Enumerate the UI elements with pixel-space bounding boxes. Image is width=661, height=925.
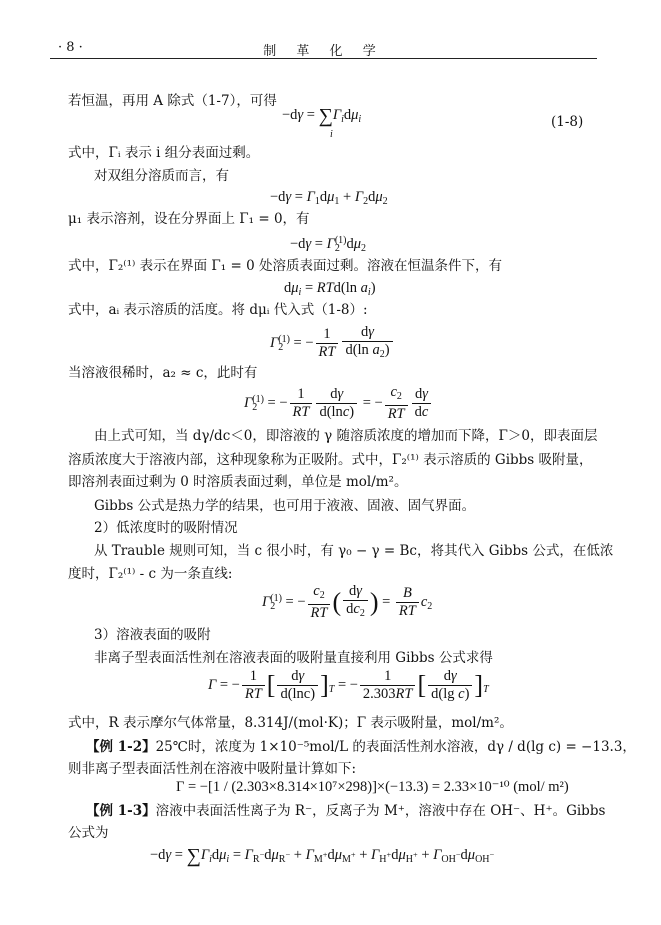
sum-index: i [330,129,333,140]
text-line: 当溶液很稀时，a₂ ≈ c，此时有 [68,365,258,381]
equation-gibbs-activity: $\Gamma_2^{(1)}$ = − $\frac{1}{RT}$ $\frac{d\gamma}{d(\ln a_2)}$ [270,324,395,363]
text-line: μ₁ 表示溶剂，设在分界面上 Γ₁ = 0，有 [68,211,310,227]
text-line: 式中，aᵢ 表示溶质的活度。将 dμᵢ 代入式（1-8）: [68,302,368,318]
example-1-3 [86,802,605,820]
example-label: 【例 1-3】 [86,803,156,819]
text-line: 式中，Γᵢ 表示 i 组分表面过剩。 [68,145,260,161]
paragraph-line: 即溶剂表面过剩为 0 时溶质表面过剩，单位是 mol/m²。 [68,474,408,490]
page-number: · 8 · [58,40,83,55]
example-1-2 [86,738,636,756]
section-heading: 3）溶液表面的吸附 [94,627,211,643]
paragraph-line: 从 Trauble 规则可知，当 c 很小时，有 γ₀ − γ = Bc，将其代入 Gibbs 公式，在低浓 [94,543,614,559]
paragraph-line: 非离子型表面活性剂在溶液表面的吸附量直接利用 Gibbs 公式求得 [94,650,493,666]
equation-gibbs-dilute: $\Gamma_2^{(1)}$ = − $\frac{1}{RT}$ $\frac{d\gamma}{d(\ln c)}$ = − $\frac{c_2}{RT}$ $\frac{d\gamma}{dc}$ [244,384,433,423]
equation-solute: $-d\gamma = \Gamma_2^{(1)}d\mu_2$ [290,235,367,254]
paragraph-line: 公式为 [68,825,109,841]
paragraph-line: 式中，R 表示摩尔气体常量，8.314J/(mol·K)；Γ 表示吸附量，mol/m²。 [68,715,513,731]
equation-chemical-potential: $d\mu_i = RTd(\ln$ $a_i$) [284,280,376,298]
equation-label: (1-8) [551,114,584,130]
equation-ionic-gibbs: $-d\gamma = \sum\Gamma_id\mu_i = \Gamma_{R^-}d\mu_{R^-} + \Gamma_{M^+}d\mu_{M^+} + \Gamma_{H^+}d\mu_{H^+} + \Gamma_{OH^-}d\mu_{OH^-}$ [150,845,495,867]
equation-two-component: $-d\gamma = \Gamma_1d\mu_1 + \Gamma_2d\mu_2$ [270,189,388,207]
paragraph-line: 则非离子型表面活性剂在溶液中吸附量计算如下: [68,761,357,777]
example-text: 25℃时，浓度为 1×10⁻⁵mol/L 的表面活性剂水溶液，dγ / d(lg c) = −13.3， [155,739,636,755]
paragraph-line: Gibbs 公式是热力学的结果，也可用于液液、固液、固气界面。 [94,498,476,514]
text-line: 式中，Γ₂⁽¹⁾ 表示在界面 Γ₁ = 0 处溶质表面过剩。溶液在恒温条件下，有 [68,258,502,274]
example-label: 【例 1-2】 [86,739,156,755]
running-title: 制 革 化 学 [263,44,384,59]
equation-low-concentration: $\Gamma_2^{(1)}$ = − $\frac{c_2}{RT}$ ( $\frac{d\gamma}{dc_2}$ ) = $\frac{B}{RT}$ $c_2$ [262,583,433,621]
example-text: 溶液中表面活性离子为 R⁻，反离子为 M⁺，溶液中存在 OH⁻、H⁺。Gibbs [155,803,606,819]
text-line: 若恒温，再用 A 除式（1-7），可得 [68,93,277,109]
paragraph-line: 度时，Γ₂⁽¹⁾ - c 为一条直线: [68,566,233,582]
text-line: 对双组分溶质而言，有 [94,168,229,184]
equation-nonionic: Γ = − $\frac{1}{RT}$ [ $\frac{d\gamma}{d(\ln c)}$ ]$_T$ = − $\frac{1}{2.303RT}$ [ $\frac{d\gamma}{\text{d(lg c)}}$ ]$_T$ [208,668,489,702]
calculation-line: Γ = −[1 / (2.303×8.314×10⁷×298)]×(−13.3) = 2.33×10⁻¹⁰ (mol/ m²) [176,779,569,795]
equation-1-8: $-d\gamma = \sum\Gamma_id\mu_i$ [282,105,362,127]
paragraph-line: 由上式可知，当 dγ/dc＜0，即溶液的 γ 随溶质浓度的增加而下降，Γ＞0，即表面层 [94,428,598,444]
section-heading: 2）低浓度时的吸附情况 [94,520,238,536]
paragraph-line: 溶质浓度大于溶液内部，这种现象称为正吸附。式中，Γ₂⁽¹⁾ 表示溶质的 Gibbs 吸附量， [68,452,593,468]
page-header [50,40,597,59]
